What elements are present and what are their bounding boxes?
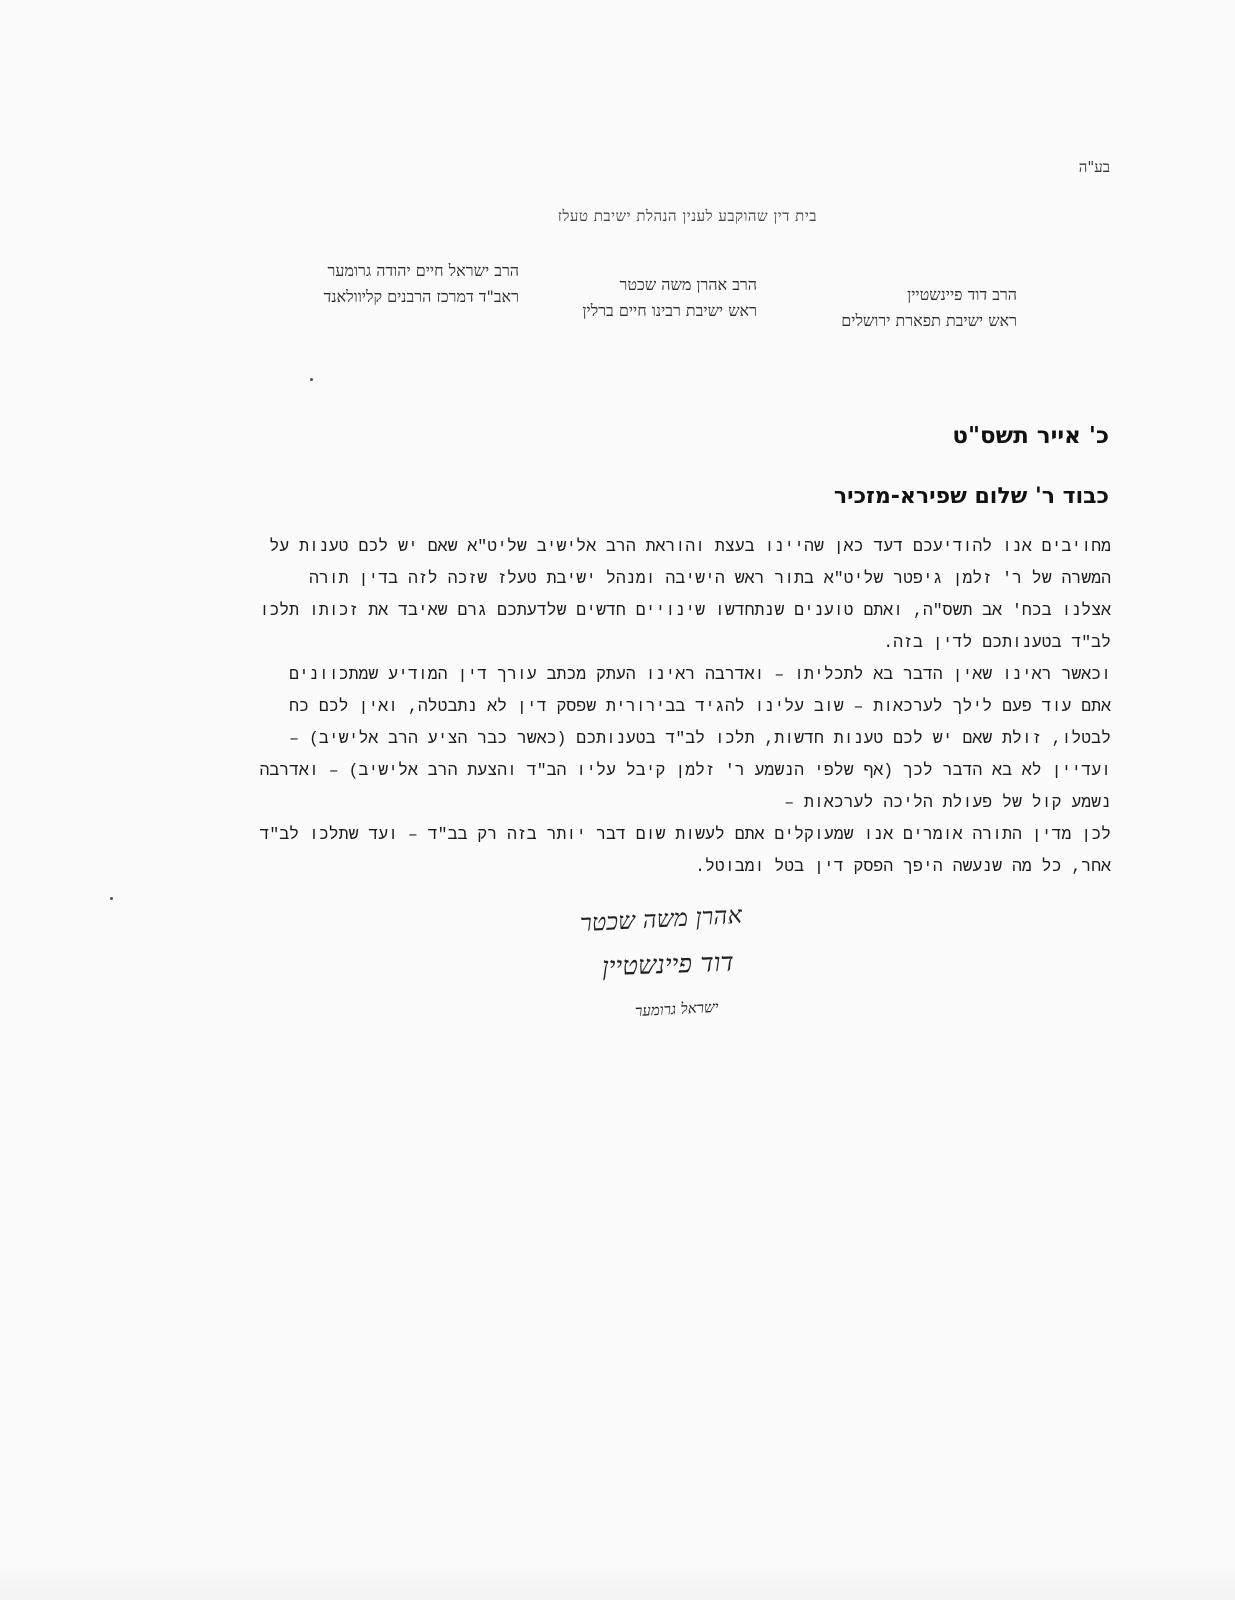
- body-line: לכן מדין התורה אומרים אנו שמעוקלים אתם לעשות שום דבר יותר בזה רק בב"ד – ועד שתלכו לב"ד: [259, 825, 1111, 844]
- letter-body: [131, 531, 1111, 883]
- rabbi-name: הרב אהרן משה שכטר: [619, 275, 757, 294]
- body-line: לבטלו, זולת שאם יש לכם טענות חדשות, תלכו לב"ד בטענותכם (כאשר כבר הציע הרב אלישיב) –: [289, 729, 1111, 748]
- scan-edge-shade: [0, 1560, 1235, 1600]
- letter-salutation: כבוד ר' שלום שפירא-מזכיר: [833, 484, 1109, 509]
- scan-speck: [310, 378, 313, 381]
- letter-date: כ' אייר תשס"ט: [952, 423, 1109, 449]
- scan-speck: [110, 897, 113, 900]
- body-line: ועדיין לא בא הדבר לכך (אף שלפי הנשמע ר' זלמן קיבל עליו הב"ד והצעת הרב אלישיב) – ואדרבה: [259, 761, 1111, 780]
- body-line: אתם עוד פעם לילך לערכאות – שוב עלינו להגיד בבירורית שפסק דין לא נתבטלה, ואין לכם כח: [289, 697, 1111, 716]
- rabbi-gromer: [324, 258, 519, 310]
- rabbi-schechter: [582, 272, 757, 324]
- rabbi-name: הרב ישראל חיים יהודה גרומער: [327, 261, 519, 280]
- signature-feinstein: דוד פיינשטיין: [601, 947, 735, 983]
- body-line: לב"ד בטענותכם לדין בזה.: [883, 633, 1111, 652]
- body-line: המשרה של ר' זלמן גיפטר שליט"א בתור ראש הישיבה ומנהל ישיבת טעלז שזכה לזה בדין תורה: [308, 569, 1111, 588]
- rabbi-title: ראב"ד דמרכז הרבנים קליוולאנד: [323, 287, 519, 306]
- court-title: בית דין שהוקבע לענין הנהלת ישיבת טעלז: [557, 207, 817, 225]
- rabbi-title: ראש ישיבת תפארת ירושלים: [841, 311, 1017, 330]
- body-line: וכאשר ראינו שאין הדבר בא לתכליתו – ואדרבה ראינו העתק מכתב עורך דין המודיע שמתכוונים: [289, 665, 1111, 684]
- body-line: אצלנו בכח' אב תשס"ה, ואתם טוענים שנתחדשו שינויים חדשים שלדעתכם גרם שאיבד את זכותו תלכו: [259, 601, 1111, 620]
- rabbi-feinstein: [841, 282, 1017, 334]
- rabbi-name: הרב דוד פיינשטיין: [907, 285, 1017, 304]
- rabbi-title: ראש ישיבת רבינו חיים ברלין: [582, 301, 757, 320]
- bh-header: בע"ה: [1078, 158, 1110, 176]
- signature-schechter: אהרן משה שכטר: [579, 900, 743, 938]
- body-line: מחויבים אנו להודיעכם דעד כאן שהיינו בעצת והוראת הרב אלישיב שליט"א שאם יש לכם טענות על: [269, 537, 1111, 556]
- body-line: נשמע קול של פעולת הליכה לערכאות –: [784, 793, 1111, 812]
- body-line: אחר, כל מה שנעשה היפך הפסק דין בטל ומבוטל.: [695, 857, 1111, 876]
- signature-gromer: ישראל גרומער: [634, 997, 720, 1021]
